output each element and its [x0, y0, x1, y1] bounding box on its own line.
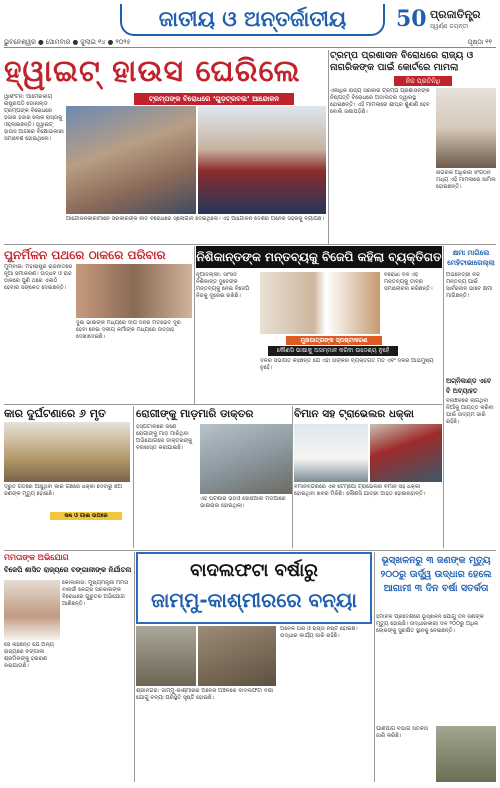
column-divider: [292, 406, 293, 548]
story5-body: ଅଭିନେତ୍ରୀ ନିଜ ମନ୍ତବ୍ୟ ପାଇଁ ସାର୍ବଜନୀନ ଭାବେ କ୍ଷମା ମାଗିଛନ୍ତି।: [446, 272, 493, 299]
hospital-photo: [200, 424, 292, 494]
dateline-date: ଭୁବନେଶ୍ୱର ● ସୋମବାର ● ଜୁଲାଇ ୧୪ ● ୨୦୨୫: [4, 38, 131, 46]
story10-kicker: ମମତାଙ୍କ ଅଭିଯୋଗ: [4, 553, 69, 562]
story2-body-continued: ନାଗରିକ ଅଧିକାର ସଂଗଠନ ମଧ୍ୟ ଏହି ମାମଲାରେ ସାମିଲ ହୋଇଛନ୍ତି।: [436, 170, 496, 190]
story7-body: ଦ୍ରୁତ ଗତିରେ ଆସୁଥିବା କାର ଗଛରେ ଧକ୍କା ଦେବାରୁ ଛଅ ଜଣଙ୍କ ମୃତ୍ୟୁ ହୋଇଛି।: [4, 484, 122, 497]
airplane-photo: [294, 424, 368, 482]
logo-number: 50: [396, 6, 427, 32]
thackeray-photo: [76, 264, 192, 318]
story4-headline[interactable]: ନିଶିକାନ୍ତଙ୍କ ମନ୍ତବ୍ୟକୁ ବିଜେପି କହିଲା ବ୍ୟକ୍ତିଗତ: [196, 246, 442, 268]
story1-body-continued: ଆନ୍ଦୋଳନକାରୀମାନେ ସରକାରଙ୍କ ନୀତି ବିରୋଧରେ ସ୍ଲୋଗାନ ଦେଇଥିଲେ। ଏହି ଆନ୍ଦୋଳନ ଦେଶର ଅନେକ ସହରକୁ ବ୍ୟାପିଛି।: [66, 216, 324, 222]
landslide-photo: [436, 726, 496, 782]
row-divider: [4, 550, 496, 551]
story2-tag: ନିଜ ପ୍ରତିନିଧି: [394, 76, 452, 86]
logo-name: ପ୍ରଜାତିନ୍ତ୍ର: [430, 8, 481, 21]
story7-strip: ଷଣ୍ଢ ଓ ଗାଈ ଉପରେ: [50, 512, 122, 520]
story10-headline[interactable]: ବିଜେପି ଶାସିତ ରାଜ୍ୟରେ ବଙ୍ଗାଳୀଙ୍କ ନିର୍ଯାତନା: [4, 566, 132, 574]
dateline: [4, 38, 496, 48]
story12-headline[interactable]: ଭୂସ୍ଖଳନରୁ ୩ ଜଣଙ୍କ ମୃତ୍ୟୁ ୨୦୦ରୁ ଊର୍ଦ୍ଧ୍ୱ ଉଦ୍ଧାର ହେଲେ ଆଗାମୀ ୩ ଦିନ ବର୍ଷା ସତର୍କତା: [380, 555, 492, 594]
column-divider: [443, 246, 444, 548]
story11-body-continued: ଅନେକ ଘର ଓ ରାସ୍ତା ନଷ୍ଟ ହୋଇଛି। ଉଦ୍ଧାର କାର୍ଯ୍ୟ ଜାରି ରହିଛି।: [280, 626, 358, 639]
logo-tagline: ସ୍ୱର୍ଣ୍ଣ ଜୟନ୍ତୀ: [430, 23, 469, 30]
politicians-photo: [260, 272, 380, 334]
page-header: [0, 0, 500, 44]
story3-headline[interactable]: ପୁନର୍ମିଳନ ପଥରେ ଠାକରେ ପରିବାର: [4, 248, 166, 262]
story11-headline-top: ବାଦଲଫଟା ବର୍ଷାରୁ: [190, 560, 318, 581]
story12-body-continued: ପାଣିପାଗ ବିଭାଗ ସତର୍କତା ଜାରି କରିଛି।: [376, 726, 429, 739]
courtroom-photo: [436, 88, 496, 168]
column-divider: [374, 552, 375, 782]
story8-headline[interactable]: ରୋଗୀଙ୍କୁ ମାଡ଼ମାରି ଡାକ୍ତର: [136, 408, 254, 420]
story4-quote-strip: କୌଣସି ଭାଷାକୁ ଅସମ୍ମାନ କରିବା ଉଦ୍ଦେଶ୍ୟ ନୁହେଁ: [268, 346, 398, 356]
story9-body: ବିମାନବନ୍ଦରରେ ଏକ ଟେମ୍ପୋ ଟ୍ରାଭେଲର ବିମାନ ସହ ଧକ୍କା ହୋଇଥିବା ଖବର ମିଳିଛି। କୌଣସି ଯାତ୍ରୀ ଆହତ ହୋଇନାହାନ୍ତି।: [294, 484, 426, 497]
flood-photo-1: [136, 626, 196, 686]
story11-body: ଶ୍ରୀନଗର: ଜାମ୍ମୁ-କାଶ୍ମୀରର ଅନେକ ଅଞ୍ଚଳରେ ବାଦଲଫଟା ବର୍ଷା ଯୋଗୁ ବନ୍ୟା ପରିସ୍ଥିତି ସୃଷ୍ଟି ହୋଇଛି।: [136, 688, 274, 701]
accident-photo: [4, 422, 130, 482]
story8-body: ହସ୍ପିଟାଲରେ ଜଣେ ରୋଗୀଙ୍କୁ ମାଡ଼ ମାରିଥିବା ଅଭିଯୋଗରେ ଡାକ୍ତରଙ୍କୁ ବରଖାସ୍ତ କରାଯାଇଛି।: [136, 424, 193, 451]
story2-body: ଏକାଧିକ ରାଜ୍ୟ ସରକାର ଟ୍ରମ୍ପ ପ୍ରଶାସନଙ୍କ ନିଷ୍ପତ୍ତି ବିରୋଧରେ ଅଦାଲତର ଦ୍ୱାରସ୍ଥ ହୋଇଛନ୍ତି। ଏହି ମାମଲାରେ ଶୀଘ୍ର ଶୁଣାଣି ହେବ ବୋଲି ଜଣାପଡ଼ିଛି।: [330, 88, 430, 115]
story10-body: କୋଲକାତା: ମୁଖ୍ୟମନ୍ତ୍ରୀ ମମତା ବାନାର୍ଜୀ କେନ୍ଦ୍ର ସରକାରଙ୍କ ବିରୋଧରେ ଗୁରୁତର ଅଭିଯୋଗ ଆଣିଛନ୍ତି।: [62, 580, 129, 607]
row-divider: [4, 244, 496, 245]
story11-headline-bottom: ଜାମ୍ମୁ-କାଶ୍ମୀରରେ ବନ୍ୟା: [151, 588, 357, 612]
story6-body: ବନାଞ୍ଚଳରେ ଲାଗିଥିବା ନିଆଁକୁ ଆୟତ୍ତ କରିବା ପାଇଁ ଉଦ୍ୟମ ଜାରି ରହିଛି।: [446, 398, 494, 425]
story1-body: ୱାଶିଂଟନ: ଆମେରିକୀୟ ରାଷ୍ଟ୍ରପତି ଡୋନାଲ୍ଡ ଟ୍ରମ୍ପଙ୍କ ବିରୋଧରେ ହଜାର ହଜାର ଲୋକ ରାସ୍ତାକୁ ଓହ୍ଲାଇଛନ୍ତି। ହ୍ୱାଇଟ୍ ହାଉସ ଆଗରେ ବିକ୍ଷୋଭକାରୀ ସମାବେଶ ହୋଇଥିଲେ।: [4, 94, 64, 142]
story2-headline[interactable]: ଟ୍ରମ୍ପ ପ୍ରଶାସନ ବିରୋଧରେ ରାଜ୍ୟ ଓ ନାଗରିକଙ୍କ ପାଇଁ କୋର୍ଟରେ ମାମଲା: [330, 50, 474, 73]
story3-body-continued: ଦୁଇ ଭାଇଙ୍କ ମଧ୍ୟରେ ଦୀର୍ଘ ଦିନର ମତଭେଦ ଦୂର ହେବା ନେଇ ଦଳୀୟ କର୍ମୀଙ୍କ ମଧ୍ୟରେ ଉତ୍ସାହ ଦେଖାଦେଇଛି।: [76, 320, 181, 340]
story12-body: ହିମାଚଳ ପ୍ରଦେଶରେ ଭୂସ୍ଖଳନ ଯୋଗୁ ତିନି ଜଣଙ୍କ ମୃତ୍ୟୁ ହୋଇଛି। ଉଦ୍ଧାରକାରୀ ଦଳ ୨୦୦ରୁ ଅଧିକ ଲୋକଙ୍କୁ ସୁରକ୍ଷିତ ସ୍ଥାନକୁ ନେଇଛନ୍ତି।: [376, 614, 484, 634]
story1-tag: ଟ୍ରମ୍ପଙ୍କ ବିରୋଧରେ ‘ଗୁଡ଼ଟ୍ରବଲ’ ଆନ୍ଦୋଳନ: [134, 93, 294, 105]
column-divider: [134, 552, 135, 782]
protest-crowd-photo: [66, 106, 196, 214]
story9-headline[interactable]: ବିମାନ ସହ ଟ୍ରାଭେଲର ଧକ୍କା: [294, 408, 414, 420]
story4-body-side: ବିରୋଧୀ ଦଳ ଏହି ମନ୍ତବ୍ୟକୁ ତୀବ୍ର ସମାଲୋଚନା କରିଛନ୍ତି।: [384, 272, 433, 292]
story11-headline-box[interactable]: [136, 552, 372, 624]
mamata-photo: [4, 580, 60, 640]
story4-strip: ମୁଖପାତ୍ରଙ୍କ ସ୍ପଷ୍ଟୀକରଣ: [286, 336, 382, 345]
story1-headline[interactable]: ହ୍ୱାଇଟ୍ ହାଉସ ଘେରିଲେ: [4, 54, 301, 89]
column-divider: [194, 246, 195, 404]
row-divider: [4, 404, 442, 405]
story8-body-continued: ଏହି ଘଟଣାର ଭିଡିଓ ସୋସିଆଲ ମିଡିଆରେ ଭାଇରାଲ ହୋଇଥିଲା।: [200, 496, 286, 509]
traveller-photo: [370, 424, 442, 482]
story5-headline[interactable]: କ୍ଷମା ମାଗିଲେ ମେହିଟାଭାରେଲ୍ଲା: [447, 249, 495, 267]
story7-headline[interactable]: କାର ଦୁର୍ଘଟଣାରେ ୬ ମୃତ: [4, 407, 106, 420]
story3-body: ମୁମ୍ବାଇ: ମହାରାଷ୍ଟ୍ର ରାଜନୀତିରେ ନୂଆ ସମୀକରଣ। ଉଦ୍ଧବ ଓ ରାଜ ଠାକରେ ପୁଣି ଥରେ ଏକାଠି ହେବାର ସଙ୍କେତ ଦେଇଛନ୍ତି।: [4, 264, 73, 291]
story10-body-continued: ସେ କହିଛନ୍ତି ଯେ ଅନ୍ୟ ରାଜ୍ୟରେ ବଙ୍ଗାଳୀ ଶ୍ରମିକଙ୍କୁ ହଇରାଣ କରାଯାଉଛି।: [4, 642, 54, 669]
flood-photo-2: [198, 626, 276, 686]
story4-body-continued: ଦଳର ସଭାପତି କହିଛନ୍ତି ଯେ ଏହା ତାଙ୍କର ବ୍ୟକ୍ତିଗତ ମତ ଏବଂ ଦଳର ଆଭିମୁଖ୍ୟ ନୁହେଁ।: [260, 358, 434, 371]
page-number: ପୃଷ୍ଠା ୧୧: [467, 38, 492, 46]
column-divider: [133, 406, 134, 548]
protest-flag-photo: [198, 106, 326, 214]
column-divider: [328, 50, 329, 244]
story4-body: ନୂଆଦିଲ୍ଲୀ: ସାଂସଦ ନିଶିକାନ୍ତ ଦୁବେଙ୍କ ମନ୍ତବ୍ୟକୁ ନେଇ ବିଜେପି ନିଜକୁ ଦୂରେଇ ରଖିଛି।: [196, 272, 250, 299]
story6-headline[interactable]: ଅଗ୍ନିକାଣ୍ଡ ଏବେ ବି ଅବ୍ୟାହତ: [446, 377, 492, 395]
newspaper-logo: [396, 6, 496, 36]
section-title: ଜାତୀୟ ଓ ଅନ୍ତର୍ଜାତୀୟ: [120, 4, 385, 36]
